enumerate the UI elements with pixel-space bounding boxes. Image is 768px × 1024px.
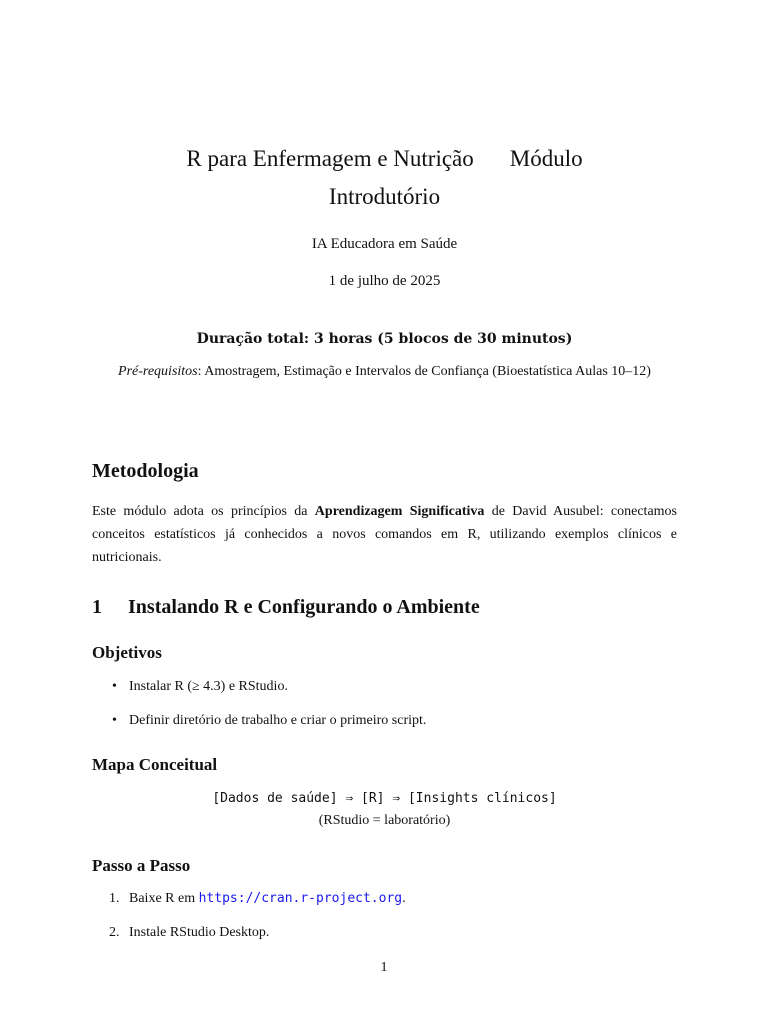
metodologia-bold: Aprendizagem Significativa (314, 504, 485, 519)
section-1-number: 1 (92, 596, 102, 618)
passo-list (92, 888, 677, 956)
objetivos-heading: Objetivos (92, 643, 162, 662)
metodologia-text-before: Este módulo adota os princípios da (92, 504, 315, 519)
prerequisites (92, 361, 677, 383)
passo-text-after: . (402, 891, 406, 906)
duration-note: Duração total: 3 horas (5 blocos de 30 minutos) (196, 331, 573, 347)
page-number: 1 (380, 960, 388, 975)
cran-link[interactable]: https://cran.r-project.org (198, 891, 403, 906)
document-title (92, 140, 677, 216)
list-item (92, 922, 677, 956)
objetivos-list (92, 676, 677, 744)
passo-heading: Passo a Passo (92, 856, 191, 875)
section-1-heading (92, 596, 480, 619)
section-1-title: Instalando R e Configurando o Ambiente (128, 596, 480, 618)
passo-text: Baixe R em (129, 891, 199, 906)
concept-map (92, 788, 677, 832)
list-item (92, 710, 677, 744)
mapa-heading: Mapa Conceitual (92, 755, 218, 774)
concept-map-line1: [Dados de saúde] ⇒ [R] ⇒ [Insights clínicos] (212, 791, 557, 806)
date: 1 de julho de 2025 (328, 273, 441, 289)
prereq-text: : Amostragem, Estimação e Intervalos de Confiança (Bioestatística Aulas 10–12) (197, 364, 651, 379)
bullet-icon: • (112, 679, 117, 694)
list-item (92, 888, 677, 922)
title-line2: Introdutório (328, 184, 441, 209)
passo-text: Instale RStudio Desktop. (129, 925, 270, 940)
list-number: 2. (109, 925, 120, 940)
metodologia-heading: Metodologia (92, 460, 199, 482)
objetivo-text: Definir diretório de trabalho e criar o primeiro script. (129, 713, 427, 728)
objetivo-text: Instalar R (≥ 4.3) e RStudio. (129, 679, 288, 694)
list-number: 1. (109, 891, 120, 906)
title-part2: Módulo (509, 146, 583, 171)
title-part1: R para Enfermagem e Nutrição (186, 146, 474, 171)
concept-map-line2: (RStudio = laboratório) (318, 813, 451, 828)
bullet-icon: • (112, 713, 117, 728)
metodologia-paragraph (92, 500, 677, 569)
list-item (92, 676, 677, 710)
prereq-label: Pré-requisitos (118, 364, 198, 379)
metodologia-text-after: de David Ausubel: conectamos conceitos estatísticos já conhecidos a novos comandos em R, utilizando exemplos clínicos e nutricionais. (92, 504, 678, 565)
author: IA Educadora em Saúde (311, 236, 458, 252)
